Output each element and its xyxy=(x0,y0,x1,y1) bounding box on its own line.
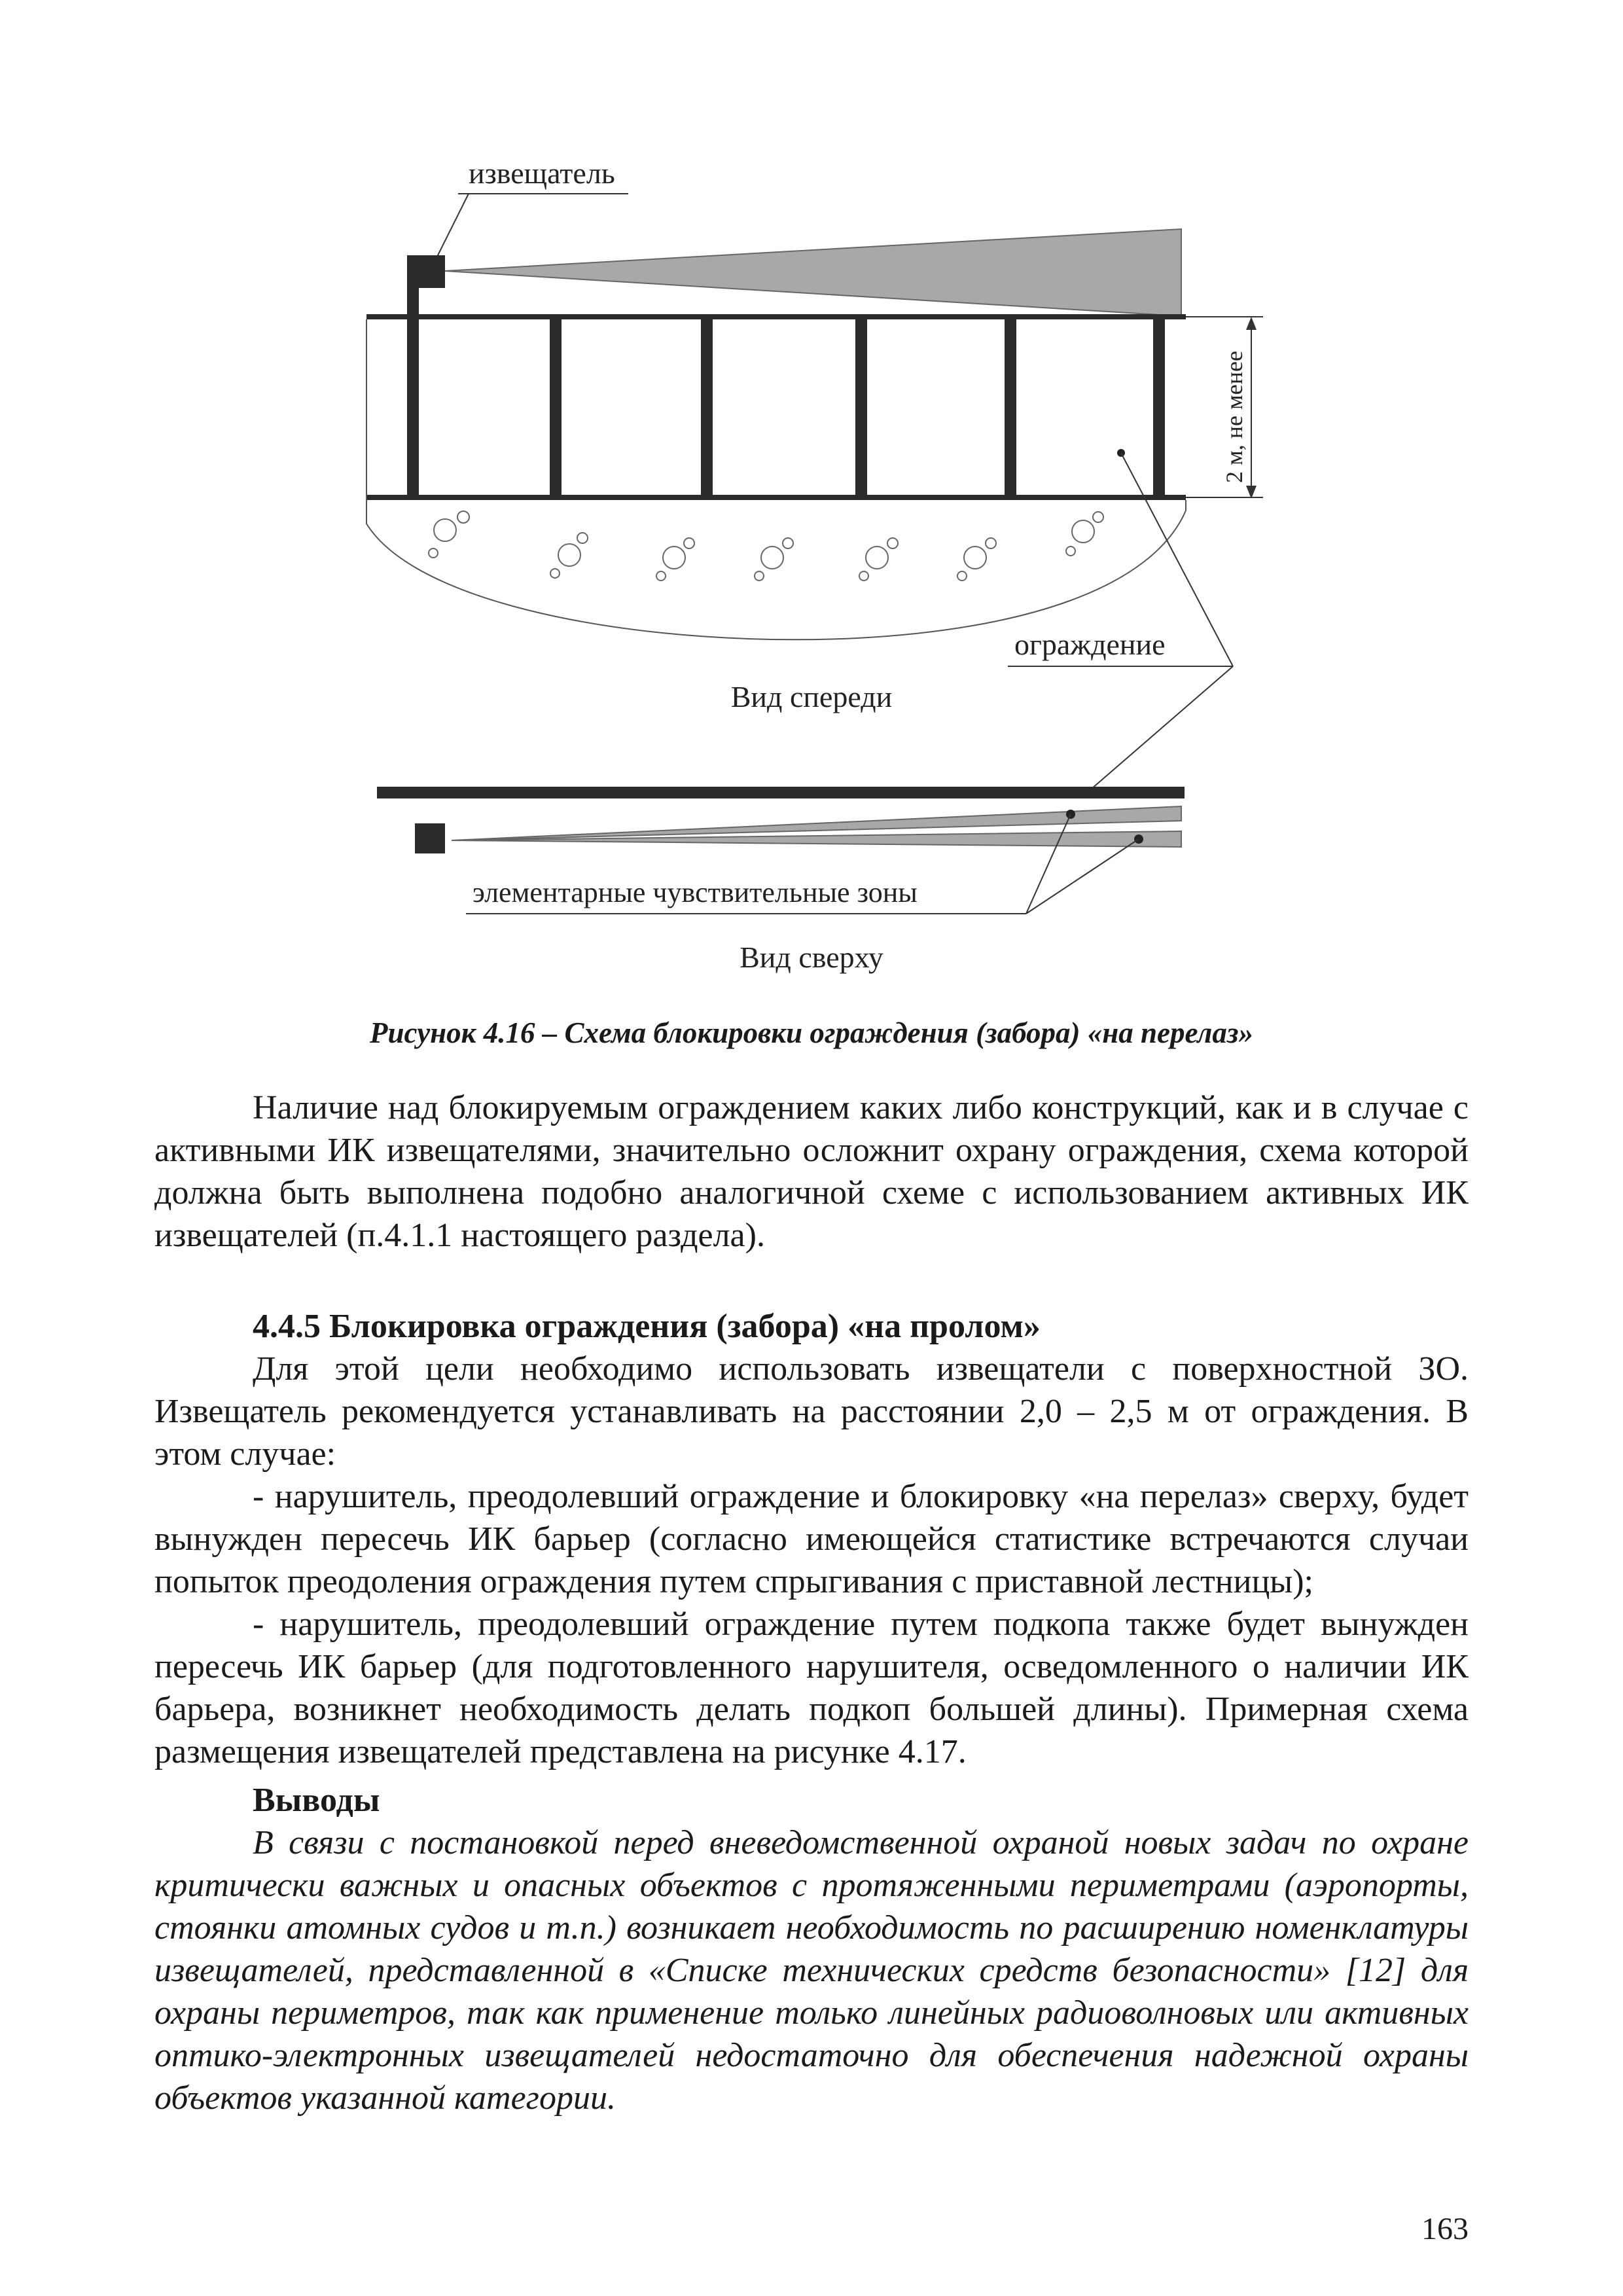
paragraph: Наличие над блокируемым ограждением каких либо конструкций, как и в случае с активными ИК извещателями, значительно осложнит охрану ограждения, схема которой должна быть выполнена подобно аналогичной схеме с использованием активных ИК извещателей (п.4.1.1 настоящего раздела). xyxy=(154,1089,1469,1254)
fence-label: ограждение xyxy=(1014,628,1166,661)
section-4-4-5 xyxy=(154,1305,1469,1773)
fence-post xyxy=(701,317,713,497)
detector-leader-diagonal xyxy=(437,194,469,257)
paragraph: - нарушитель, преодолевший ограждение путем подкопа также будет вынужден пересечь ИК барьер (для подготовленного нарушителя, осведомленного о наличии ИК барьера, возникнет необходимость делать подкоп большей длины). Примерная схема размещения извещателей представлена на рисунке 4.17. xyxy=(154,1605,1469,1770)
paragraph-block-1 xyxy=(154,1086,1469,1257)
detector-label: извещатель xyxy=(469,156,615,190)
section-heading: 4.4.5 Блокировка ограждения (забора) «на пролом» xyxy=(253,1308,1041,1345)
fence-post xyxy=(1153,317,1165,497)
fence-leader-top xyxy=(1086,666,1233,793)
page-number: 163 xyxy=(1421,2212,1469,2246)
fence-post xyxy=(550,317,562,497)
height-arrow-top xyxy=(1246,317,1257,330)
conclusions-heading: Выводы xyxy=(253,1782,380,1819)
fence-post xyxy=(855,317,867,497)
zones-label: элементарные чувствительные зоны xyxy=(473,876,918,908)
front-detection-zone xyxy=(445,229,1181,316)
ground-mound xyxy=(366,319,1186,639)
top-view-label: Вид сверху xyxy=(740,941,883,974)
front-view-label: Вид спереди xyxy=(730,680,893,713)
top-zone-lower xyxy=(452,831,1181,847)
figure-4-16 xyxy=(0,0,1623,995)
height-label: 2 м, не менее xyxy=(1221,350,1247,483)
top-detector xyxy=(415,823,445,853)
front-detector xyxy=(407,255,445,288)
top-fence-bar xyxy=(377,787,1185,798)
paragraph: Для этой цели необходимо использовать извещатели с поверхностной ЗО. Извещатель рекомендуется устанавливать на расстоянии 2,0 – 2,5 м от ограждения. В этом случае: xyxy=(154,1350,1469,1473)
ground-pebbles xyxy=(429,511,1103,581)
fence-post xyxy=(1005,317,1016,497)
fence-post xyxy=(407,288,419,497)
conclusions-section xyxy=(154,1779,1469,2119)
conclusions-text: В связи с постановкой перед вневедомственной охраной новых задач по охране критически важных и опасных объектов с протяженными периметрами (аэропорты, стоянки атомных судов и т.п.) возникает необходимость по расширению номенклатуры извещателей, представленной в «Списке технических средств безопасности» [12] для охраны периметров, так как применение только линейных радиоволновых или активных оптико-электронных извещателей недостаточно для обеспечения надежной охраны объектов указанной категории. xyxy=(154,1824,1469,2117)
figure-caption: Рисунок 4.16 – Схема блокировки ограждения (забора) «на перелаз» xyxy=(370,1016,1253,1049)
paragraph: - нарушитель, преодолевший ограждение и блокировку «на перелаз» сверху, будет вынужден пересечь ИК барьер (согласно имеющейся статистике встречаются случаи попыток преодоления ограждения путем спрыгивания с приставной лестницы); xyxy=(154,1478,1469,1600)
